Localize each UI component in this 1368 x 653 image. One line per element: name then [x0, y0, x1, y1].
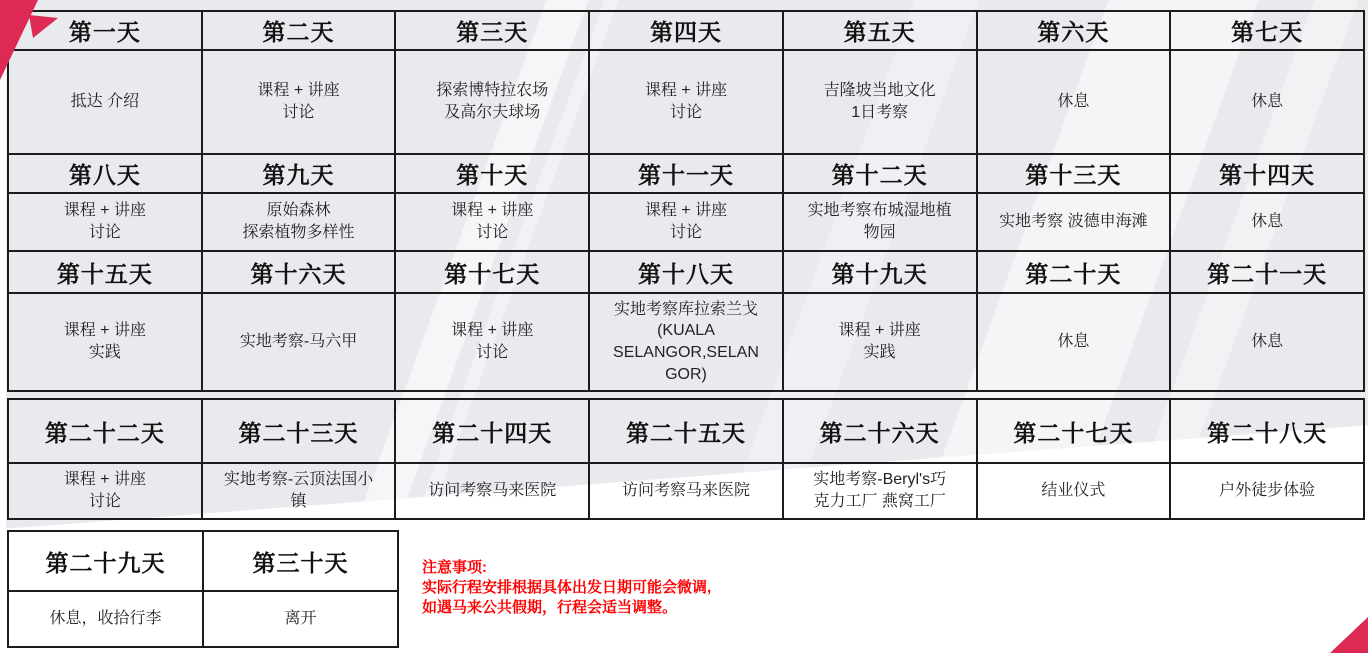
day-header-cell: 第二十六天 — [783, 399, 977, 463]
day-activity-cell: 访问考察马来医院 — [589, 463, 783, 519]
day-header-cell: 第十二天 — [783, 154, 977, 193]
day-header-cell: 第十六天 — [202, 251, 396, 293]
activity-row-days-29-30 — [8, 591, 398, 647]
day-activity-cell: 抵达 介绍 — [8, 50, 202, 154]
day-activity-cell: 课程 + 讲座 实践 — [783, 293, 977, 391]
day-header-cell: 第二十五天 — [589, 399, 783, 463]
day-header-cell: 第五天 — [783, 11, 977, 50]
day-activity-cell: 离开 — [203, 591, 398, 647]
day-header-cell: 第十一天 — [589, 154, 783, 193]
day-header-cell: 第八天 — [8, 154, 202, 193]
day-activity-cell: 休息 — [1170, 193, 1364, 251]
schedule-table-days-29-30 — [7, 530, 399, 648]
schedule-table-days-1-21 — [7, 10, 1365, 392]
day-activity-cell: 原始森林 探索植物多样性 — [202, 193, 396, 251]
day-activity-cell: 课程 + 讲座 讨论 — [589, 193, 783, 251]
day-activity-cell: 课程 + 讲座 讨论 — [395, 293, 589, 391]
day-header-cell: 第二十九天 — [8, 531, 203, 591]
schedule-table-days-22-28 — [7, 398, 1365, 520]
day-header-cell: 第十五天 — [8, 251, 202, 293]
day-activity-cell: 休息，收拾行李 — [8, 591, 203, 647]
notes-title: 注意事项: — [422, 559, 487, 576]
day-activity-cell: 课程 + 讲座 讨论 — [589, 50, 783, 154]
day-header-cell: 第二天 — [202, 11, 396, 50]
day-activity-cell: 休息 — [977, 293, 1171, 391]
day-activity-cell: 课程 + 讲座 讨论 — [202, 50, 396, 154]
activity-row-days-15-21 — [8, 293, 1364, 391]
notes-line-1: 实际行程安排根据具体出发日期可能会微调, — [422, 579, 712, 596]
day-header-cell: 第七天 — [1170, 11, 1364, 50]
day-activity-cell: 实地考察布城湿地植 物园 — [783, 193, 977, 251]
activity-row-days-22-28 — [8, 463, 1364, 519]
day-activity-cell: 访问考察马来医院 — [395, 463, 589, 519]
day-activity-cell: 实地考察-云顶法国小 镇 — [202, 463, 396, 519]
day-header-cell: 第十八天 — [589, 251, 783, 293]
day-activity-cell: 课程 + 讲座 讨论 — [8, 193, 202, 251]
day-header-cell: 第四天 — [589, 11, 783, 50]
day-header-cell: 第三天 — [395, 11, 589, 50]
day-header-cell: 第二十三天 — [202, 399, 396, 463]
day-header-cell: 第十天 — [395, 154, 589, 193]
day-header-cell: 第一天 — [8, 11, 202, 50]
day-header-cell: 第十四天 — [1170, 154, 1364, 193]
day-activity-cell: 休息 — [1170, 50, 1364, 154]
day-header-cell: 第二十天 — [977, 251, 1171, 293]
header-row-days-22-28 — [8, 399, 1364, 463]
day-header-cell: 第二十二天 — [8, 399, 202, 463]
header-row-days-8-14 — [8, 154, 1364, 193]
activity-row-days-1-7 — [8, 50, 1364, 154]
day-activity-cell: 课程 + 讲座 实践 — [8, 293, 202, 391]
day-header-cell: 第九天 — [202, 154, 396, 193]
header-row-days-1-7 — [8, 11, 1364, 50]
corner-ribbon-icon — [0, 0, 70, 85]
day-header-cell: 第二十七天 — [977, 399, 1171, 463]
day-activity-cell: 实地考察 波德申海滩 — [977, 193, 1171, 251]
activity-row-days-8-14 — [8, 193, 1364, 251]
day-header-cell: 第二十四天 — [395, 399, 589, 463]
day-activity-cell: 课程 + 讲座 讨论 — [395, 193, 589, 251]
day-header-cell: 第六天 — [977, 11, 1171, 50]
header-row-days-15-21 — [8, 251, 1364, 293]
day-activity-cell: 实地考察库拉索兰戈 (KUALA SELANGOR,SELAN GOR) — [589, 293, 783, 391]
day-header-cell: 第十三天 — [977, 154, 1171, 193]
corner-triangle-icon — [1328, 617, 1368, 653]
header-row-days-29-30 — [8, 531, 398, 591]
day-header-cell: 第二十八天 — [1170, 399, 1364, 463]
day-header-cell: 第十九天 — [783, 251, 977, 293]
day-activity-cell: 休息 — [1170, 293, 1364, 391]
day-activity-cell: 实地考察-马六甲 — [202, 293, 396, 391]
day-activity-cell: 结业仪式 — [977, 463, 1171, 519]
day-activity-cell: 户外徒步体验 — [1170, 463, 1364, 519]
day-header-cell: 第三十天 — [203, 531, 398, 591]
day-activity-cell: 课程 + 讲座 讨论 — [8, 463, 202, 519]
day-activity-cell: 实地考察-Beryl's巧 克力工厂 燕窝工厂 — [783, 463, 977, 519]
notes-line-2: 如遇马来公共假期，行程会适当调整。 — [422, 599, 678, 616]
day-header-cell: 第二十一天 — [1170, 251, 1364, 293]
day-activity-cell: 休息 — [977, 50, 1171, 154]
day-header-cell: 第十七天 — [395, 251, 589, 293]
notes-block — [422, 558, 711, 618]
day-activity-cell: 探索博特拉农场 及高尔夫球场 — [395, 50, 589, 154]
day-activity-cell: 吉隆坡当地文化 1日考察 — [783, 50, 977, 154]
